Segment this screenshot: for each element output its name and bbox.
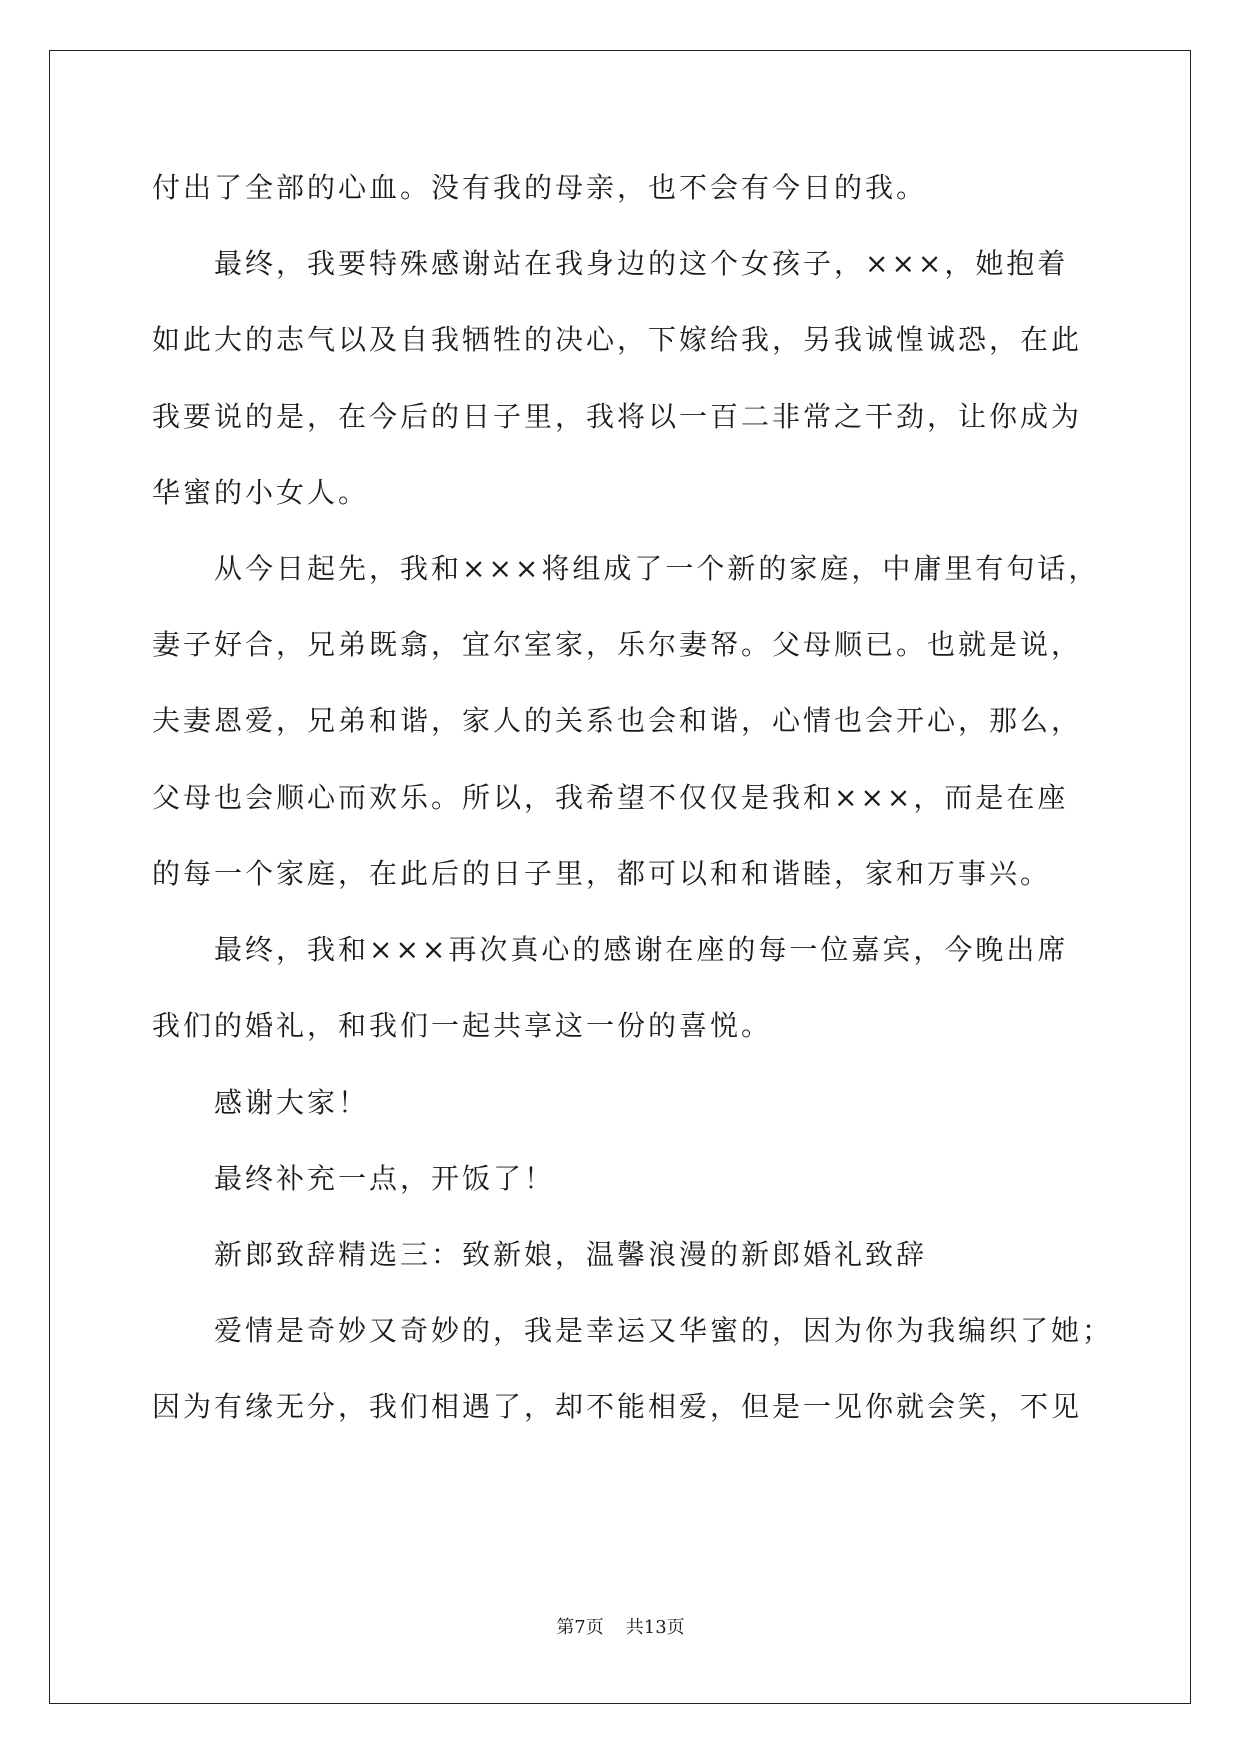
paragraph-line: 最终，我要特殊感谢站在我身边的这个女孩子，×××，她抱着 <box>214 247 1069 280</box>
paragraph-line: 我们的婚礼，和我们一起共享这一份的喜悦。 <box>152 1009 773 1042</box>
section-heading: 新郎致辞精选三：致新娘，温馨浪漫的新郎婚礼致辞 <box>214 1238 928 1271</box>
paragraph-line: 付出了全部的心血。没有我的母亲，也不会有今日的我。 <box>152 171 928 204</box>
paragraph-line: 最终补充一点，开饭了！ <box>214 1162 556 1195</box>
page-total: 共13页 <box>625 1617 685 1638</box>
paragraph-line: 的每一个家庭，在此后的日子里，都可以和和谐睦，家和万事兴。 <box>152 857 1052 890</box>
paragraph-line: 妻子好合，兄弟既翕，宜尔室家，乐尔妻帑。父母顺已。也就是说， <box>152 628 1083 661</box>
paragraph-line: 因为有缘无分，我们相遇了，却不能相爱，但是一见你就会笑，不见 <box>152 1390 1083 1423</box>
page-footer <box>0 1616 1241 1640</box>
paragraph-line: 华蜜的小女人。 <box>152 476 370 509</box>
paragraph-line: 父母也会顺心而欢乐。所以，我希望不仅仅是我和×××，而是在座 <box>152 781 1069 814</box>
paragraph-line: 感谢大家！ <box>214 1086 370 1119</box>
page-number: 第7页 <box>556 1617 604 1638</box>
paragraph-line: 如此大的志气以及自我牺牲的决心，下嫁给我，另我诚惶诚恐，在此 <box>152 323 1083 356</box>
paragraph-line: 最终，我和×××再次真心的感谢在座的每一位嘉宾，今晚出席 <box>214 933 1069 966</box>
paragraph-line: 爱情是奇妙又奇妙的，我是幸运又华蜜的，因为你为我编织了她； <box>214 1314 1114 1347</box>
paragraph-line: 我要说的是，在今后的日子里，我将以一百二非常之干劲，让你成为 <box>152 400 1083 433</box>
paragraph-line: 夫妻恩爱，兄弟和谐，家人的关系也会和谐，心情也会开心，那么， <box>152 704 1083 737</box>
paragraph-line: 从今日起先，我和×××将组成了一个新的家庭，中庸里有句话， <box>214 552 1100 585</box>
